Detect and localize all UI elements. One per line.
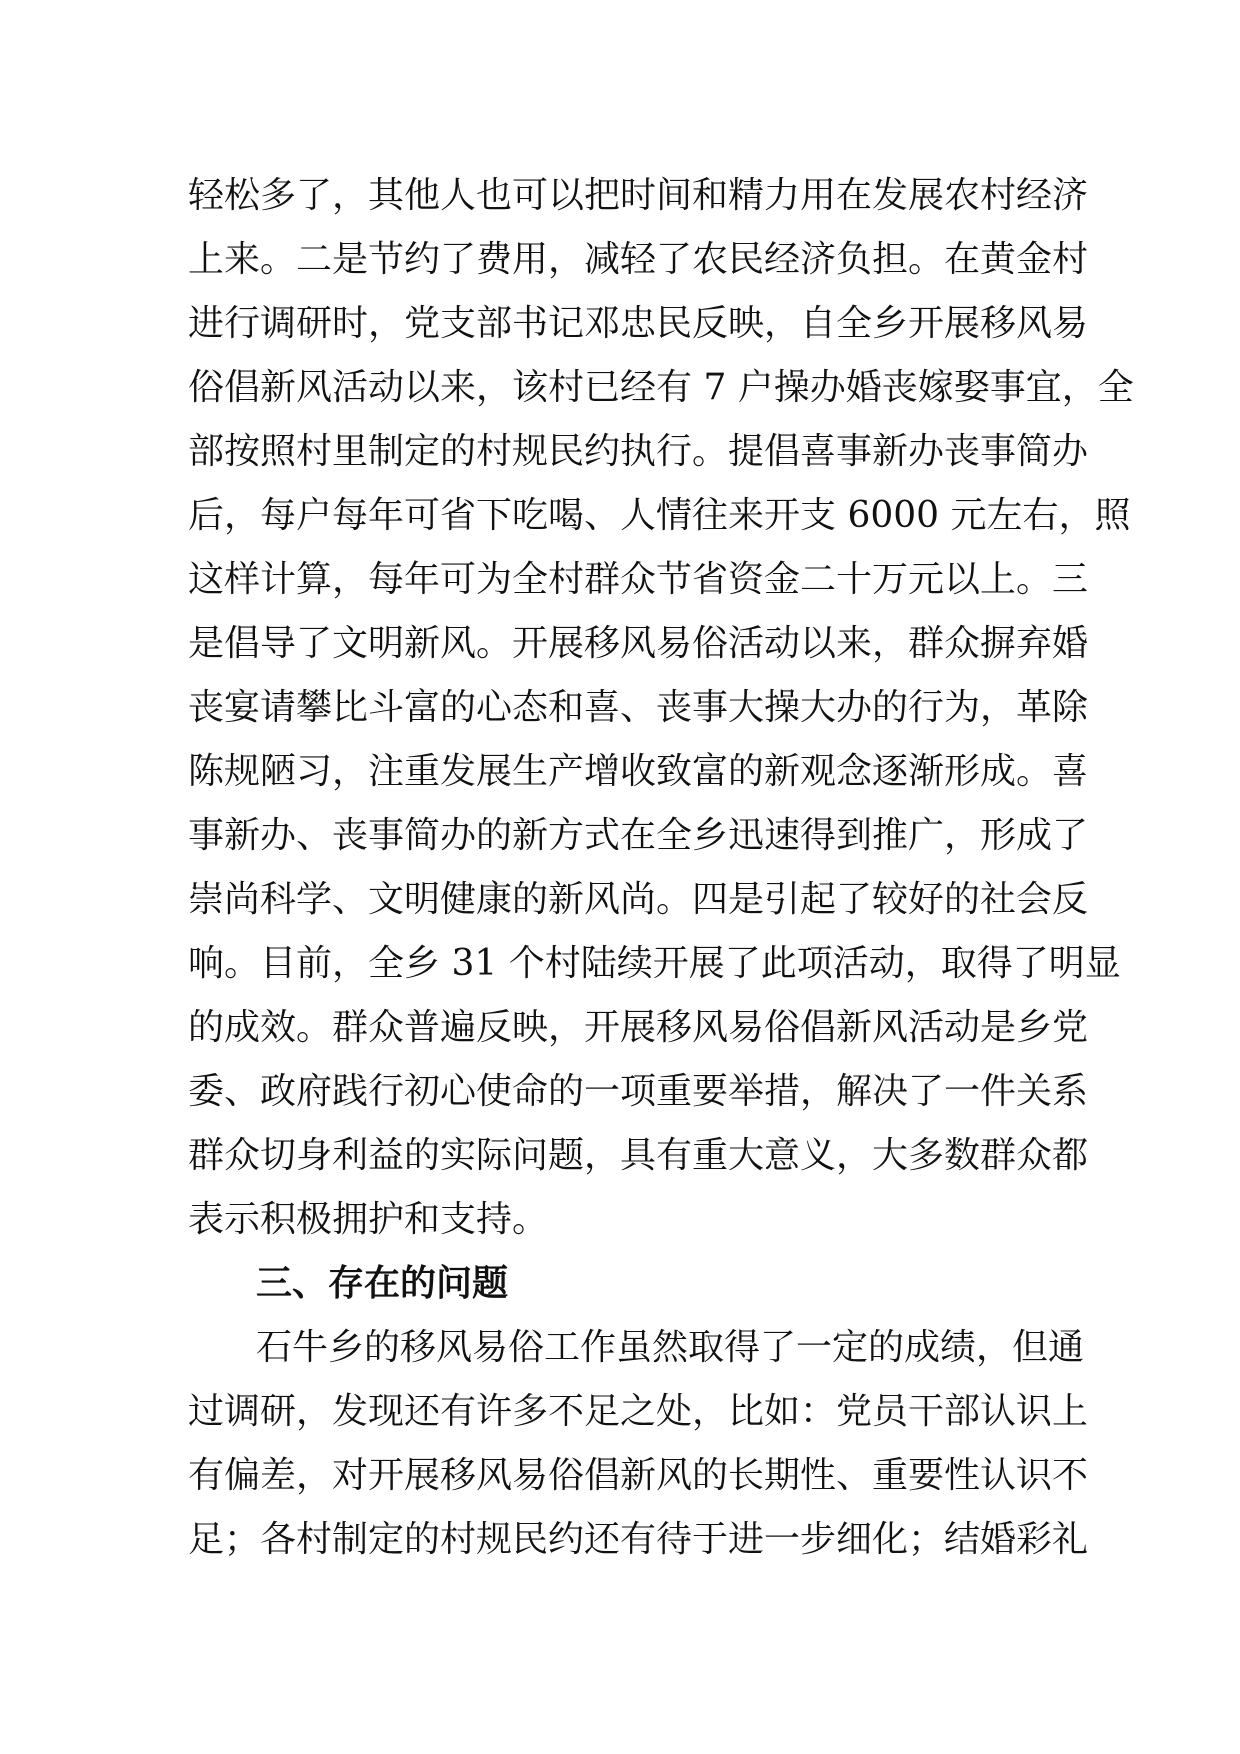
paragraph-line: 这样计算，每年可为全村群众节省资金二十万元以上。三	[188, 559, 1089, 600]
paragraph-line: 轻松多了，其他人也可以把时间和精力用在发展农村经济	[188, 175, 1089, 216]
paragraph-line: 上来。二是节约了费用，减轻了农民经济负担。在黄金村	[188, 239, 1089, 280]
paragraph-line: 丧宴请攀比斗富的心态和喜、丧事大操大办的行为，革除	[188, 687, 1089, 728]
paragraph-line: 是倡导了文明新风。开展移风易俗活动以来，群众摒弃婚	[188, 623, 1089, 664]
section-paragraph-line: 石牛乡的移风易俗工作虽然取得了一定的成绩，但通	[256, 1327, 1085, 1368]
paragraph-line: 崇尚科学、文明健康的新风尚。四是引起了较好的社会反	[188, 879, 1089, 920]
section-paragraph-line: 足；各村制定的村规民约还有待于进一步细化；结婚彩礼	[188, 1519, 1089, 1560]
paragraph-line: 的成效。群众普遍反映，开展移风易俗倡新风活动是乡党	[188, 1007, 1089, 1048]
paragraph-line: 委、政府践行初心使命的一项重要举措，解决了一件关系	[188, 1071, 1089, 1112]
paragraph-line: 陈规陋习，注重发展生产增收致富的新观念逐渐形成。喜	[188, 751, 1089, 792]
document-page	[188, 164, 1134, 1572]
paragraph-line: 表示积极拥护和支持。	[188, 1199, 549, 1240]
paragraph-line: 后，每户每年可省下吃喝、人情往来开支 6000 元左右，照	[188, 495, 1131, 536]
paragraph-line: 群众切身利益的实际问题，具有重大意义，大多数群众都	[188, 1135, 1089, 1176]
paragraph-line: 进行调研时，党支部书记邓忠民反映，自全乡开展移风易	[188, 303, 1089, 344]
section-paragraph-line: 有偏差，对开展移风易俗倡新风的长期性、重要性认识不	[188, 1455, 1089, 1496]
paragraph-line: 响。目前，全乡 31 个村陆续开展了此项活动，取得了明显	[188, 943, 1121, 984]
section-heading: 三、存在的问题	[256, 1263, 509, 1304]
paragraph-line: 部按照村里制定的村规民约执行。提倡喜事新办丧事简办	[188, 431, 1089, 472]
paragraph-line: 事新办、丧事简办的新方式在全乡迅速得到推广，形成了	[188, 815, 1089, 856]
paragraph-line: 俗倡新风活动以来，该村已经有 7 户操办婚丧嫁娶事宜，全	[188, 367, 1134, 408]
section-paragraph-line: 过调研，发现还有许多不足之处，比如：党员干部认识上	[188, 1391, 1089, 1432]
